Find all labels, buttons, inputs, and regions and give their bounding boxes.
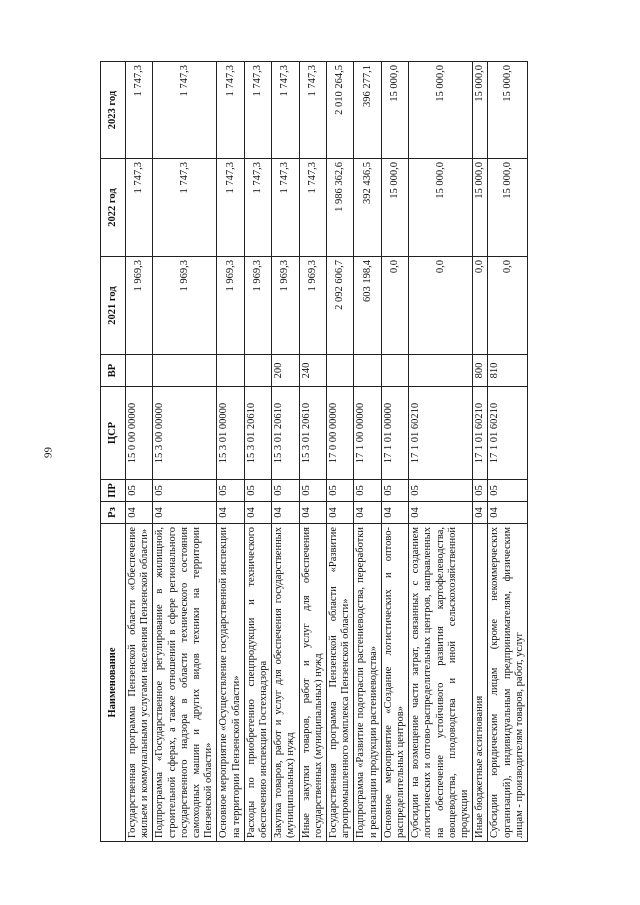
row-pr: 05: [217, 480, 244, 502]
row-pr: 05: [473, 480, 488, 502]
row-csr: 15 3 01 00000: [217, 387, 244, 480]
table-row: [327, 62, 354, 842]
row-rz: 04: [244, 502, 271, 524]
row-pr: 05: [409, 480, 473, 502]
table-row: [488, 62, 528, 842]
rotated-table-container: [100, 62, 540, 842]
row-csr: 17 0 00 00000: [327, 387, 354, 480]
row-2021: 1 969,3: [126, 257, 153, 355]
row-rz: 04: [299, 502, 326, 524]
row-2021: 1 969,3: [244, 257, 271, 355]
row-csr: 17 1 01 60210: [488, 387, 528, 480]
row-2023: 1 747,3: [126, 62, 153, 159]
row-2021: 603 198,4: [354, 257, 381, 355]
row-name: Государственная программа Пензенской области «Обеспечение жильем и коммунальными услугами населения Пензенской области»: [126, 524, 153, 842]
row-csr: 15 3 01 20610: [244, 387, 271, 480]
row-2022: 1 747,3: [153, 159, 217, 257]
row-name: Расходы по приобретению спецпродукции и технического обеспечению инспекции Гостехнадзора: [244, 524, 271, 842]
table-row: [272, 62, 299, 842]
table-row: [299, 62, 326, 842]
row-rz: 04: [409, 502, 473, 524]
row-2021: 1 969,3: [299, 257, 326, 355]
row-2022: 1 747,3: [217, 159, 244, 257]
row-rz: 04: [126, 502, 153, 524]
row-pr: 05: [354, 480, 381, 502]
row-2023: 1 747,3: [217, 62, 244, 159]
row-vr: 800: [473, 355, 488, 387]
row-csr: 17 1 01 00000: [381, 387, 408, 480]
row-pr: 05: [126, 480, 153, 502]
row-2023: 15 000,0: [473, 62, 488, 159]
row-2023: 1 747,3: [299, 62, 326, 159]
row-csr: 15 3 00 00000: [153, 387, 217, 480]
row-name: Иные закупки товаров, работ и услуг для обеспечения государственных (муниципальных) нужд: [299, 524, 326, 842]
row-pr: 05: [299, 480, 326, 502]
row-rz: 04: [473, 502, 488, 524]
row-pr: 05: [272, 480, 299, 502]
table-row: [381, 62, 408, 842]
table-row: [473, 62, 488, 842]
table-row: [244, 62, 271, 842]
row-2023: 15 000,0: [381, 62, 408, 159]
header-row: [101, 62, 126, 842]
header-pr: ПР: [101, 480, 126, 502]
row-2022: 1 747,3: [272, 159, 299, 257]
header-2022: 2022 год: [101, 159, 126, 257]
row-2022: 1 986 362,6: [327, 159, 354, 257]
row-2022: 1 747,3: [299, 159, 326, 257]
row-vr: [354, 355, 381, 387]
row-name: Субсидии на возмещение части затрат, связанных с созданием логистических и оптово-распределительных центров, направленных на обеспечение устойчивого развития картофелеводства, овощеводства, плодоводства и иной сельскохозяйственной продукции: [409, 524, 473, 842]
row-csr: 17 1 01 60210: [409, 387, 473, 480]
table-row: [409, 62, 473, 842]
row-csr: 15 3 01 20610: [299, 387, 326, 480]
row-2021: 0,0: [381, 257, 408, 355]
row-2023: 15 000,0: [409, 62, 473, 159]
header-name: Наименование: [101, 524, 126, 842]
row-vr: [126, 355, 153, 387]
row-2022: 15 000,0: [381, 159, 408, 257]
row-name: Субсидии юридическим лицам (кроме некоммерческих организаций), индивидуальным предпринимателям, физическим лицам - производителям товаров, работ, услуг: [488, 524, 528, 842]
row-pr: 05: [488, 480, 528, 502]
row-rz: 04: [272, 502, 299, 524]
row-2022: 1 747,3: [244, 159, 271, 257]
row-2023: 1 747,3: [244, 62, 271, 159]
budget-table: [100, 61, 528, 842]
row-rz: 04: [354, 502, 381, 524]
row-2021: 2 092 606,7: [327, 257, 354, 355]
row-2022: 15 000,0: [488, 159, 528, 257]
row-rz: 04: [327, 502, 354, 524]
row-rz: 04: [488, 502, 528, 524]
table-row: [217, 62, 244, 842]
row-pr: 05: [244, 480, 271, 502]
header-2021: 2021 год: [101, 257, 126, 355]
row-rz: 04: [217, 502, 244, 524]
row-name: Подпрограмма «Развитие подотрасли растениеводства, переработки и реализации продукции растениеводства»: [354, 524, 381, 842]
row-2023: 15 000,0: [488, 62, 528, 159]
row-vr: [244, 355, 271, 387]
row-vr: [217, 355, 244, 387]
row-2021: 0,0: [488, 257, 528, 355]
row-name: Основное мероприятие «Создание логистических и оптово-распределительных центров»: [381, 524, 408, 842]
row-name: Иные бюджетные ассигнования: [473, 524, 488, 842]
row-name: Государственная программа Пензенской области «Развитие агропромышленного комплекса Пензенской области»: [327, 524, 354, 842]
row-2022: 15 000,0: [409, 159, 473, 257]
row-vr: 810: [488, 355, 528, 387]
row-2022: 1 747,3: [126, 159, 153, 257]
row-2023: 1 747,3: [272, 62, 299, 159]
row-csr: 15 3 01 20610: [272, 387, 299, 480]
row-vr: [327, 355, 354, 387]
header-2023: 2023 год: [101, 62, 126, 159]
row-csr: 17 1 01 60210: [473, 387, 488, 480]
row-2021: 1 969,3: [272, 257, 299, 355]
row-2021: 0,0: [473, 257, 488, 355]
table-row: [354, 62, 381, 842]
row-pr: 05: [381, 480, 408, 502]
row-2023: 1 747,3: [153, 62, 217, 159]
row-name: Подпрограмма «Государственное регулирование в жилищной, строительной сферах, а также отношений в сфере регионального государственного надзора в области технического состояния самоходных машин и других видов техники на территории Пензенской области»: [153, 524, 217, 842]
row-2021: 1 969,3: [217, 257, 244, 355]
row-vr: [153, 355, 217, 387]
row-name: Основное мероприятие «Осуществление государственной инспекции на территории Пензенской области»: [217, 524, 244, 842]
row-name: Закупка товаров, работ и услуг для обеспечения государственных (муниципальных) нужд: [272, 524, 299, 842]
row-csr: 15 0 00 00000: [126, 387, 153, 480]
header-rz: Рз: [101, 502, 126, 524]
row-vr: [409, 355, 473, 387]
row-2021: 0,0: [409, 257, 473, 355]
row-rz: 04: [153, 502, 217, 524]
row-2023: 396 277,1: [354, 62, 381, 159]
row-2023: 2 010 264,5: [327, 62, 354, 159]
page-number: 99: [42, 447, 55, 458]
row-vr: 200: [272, 355, 299, 387]
row-2021: 1 969,3: [153, 257, 217, 355]
header-csr: ЦСР: [101, 387, 126, 480]
row-2022: 15 000,0: [473, 159, 488, 257]
row-vr: [381, 355, 408, 387]
table-row: [153, 62, 217, 842]
row-vr: 240: [299, 355, 326, 387]
row-pr: 05: [327, 480, 354, 502]
row-csr: 17 1 00 00000: [354, 387, 381, 480]
row-rz: 04: [381, 502, 408, 524]
header-vr: ВР: [101, 355, 126, 387]
table-row: [126, 62, 153, 842]
row-pr: 05: [153, 480, 217, 502]
row-2022: 392 436,5: [354, 159, 381, 257]
